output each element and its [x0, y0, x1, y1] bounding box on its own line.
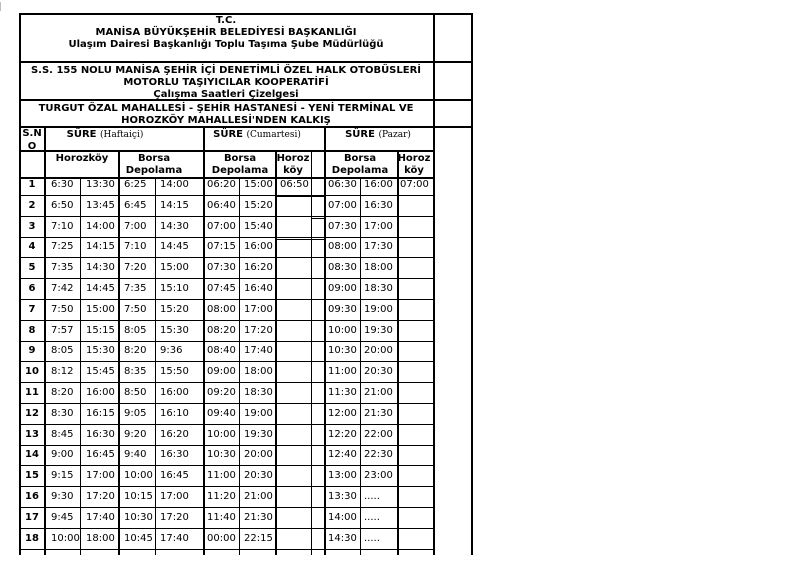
- grid-line: [19, 424, 433, 425]
- grid-line: [19, 13, 471, 15]
- grid-line: [19, 361, 433, 362]
- time-cell: 09:00: [328, 283, 357, 294]
- grid-line: [312, 239, 324, 240]
- sno-header-line-1: S.N: [22, 128, 42, 139]
- time-cell: 19:30: [364, 325, 393, 336]
- time-cell: 8:05: [124, 325, 147, 336]
- time-cell: 8:12: [51, 366, 74, 377]
- time-cell: 16:45: [86, 449, 115, 460]
- grid-line: [118, 150, 120, 555]
- time-cell: 11:00: [207, 470, 236, 481]
- time-cell: 10:00: [124, 470, 153, 481]
- time-cell: 07:30: [328, 221, 357, 232]
- time-cell: 18:30: [364, 283, 393, 294]
- grid-line: [19, 465, 433, 466]
- saturday-horozkoy-header-line-1: Horoz: [276, 153, 310, 164]
- grid-line: [19, 13, 21, 555]
- time-cell: 9:00: [51, 449, 74, 460]
- time-cell: 15:10: [160, 283, 189, 294]
- time-cell: 6:25: [124, 179, 147, 190]
- time-cell: 14:00: [160, 179, 189, 190]
- row-number: 10: [25, 366, 39, 377]
- grid-line: [275, 150, 277, 555]
- time-cell: 21:00: [244, 491, 273, 502]
- time-cell: 15:40: [244, 221, 273, 232]
- time-cell: 14:30: [86, 262, 115, 273]
- row-number: 18: [25, 533, 39, 544]
- saturday-borsa-header-line-2: Depolama: [211, 165, 269, 176]
- grid-line: [275, 196, 312, 197]
- time-cell: 19:00: [364, 304, 393, 315]
- grid-line: [19, 150, 433, 152]
- time-cell: 08:20: [207, 325, 236, 336]
- time-cell: 07:00: [328, 200, 357, 211]
- time-cell: 15:30: [160, 325, 189, 336]
- row-number: 2: [28, 200, 36, 211]
- time-cell: .....: [364, 512, 380, 523]
- time-cell: 17:20: [86, 491, 115, 502]
- time-cell: 15:00: [86, 304, 115, 315]
- time-cell: 22:00: [364, 429, 393, 440]
- time-cell: 9:05: [124, 408, 147, 419]
- time-cell: 7:35: [124, 283, 147, 294]
- time-cell: 07:00: [207, 221, 236, 232]
- row-number: 9: [28, 345, 36, 356]
- time-cell: 10:00: [328, 325, 357, 336]
- grid-line: [19, 403, 433, 404]
- grid-line: [397, 150, 399, 555]
- row-number: 7: [28, 304, 36, 315]
- time-cell: .....: [364, 533, 380, 544]
- grid-line: [80, 177, 81, 555]
- time-cell: 17:20: [160, 512, 189, 523]
- time-cell: 8:20: [124, 345, 147, 356]
- time-cell: 17:00: [364, 221, 393, 232]
- time-cell: 15:50: [160, 366, 189, 377]
- time-cell: 16:00: [160, 387, 189, 398]
- grid-line: [19, 320, 433, 321]
- grid-line: [19, 341, 433, 342]
- grid-line: [19, 61, 471, 63]
- time-cell: 9:40: [124, 449, 147, 460]
- row-number: 5: [28, 262, 36, 273]
- time-cell: 15:20: [244, 200, 273, 211]
- time-cell: 07:00: [400, 179, 429, 190]
- row-number: 16: [25, 491, 39, 502]
- cooperative-line-1: S.S. 155 NOLU MANİSA ŞEHİR İÇİ DENETİMLİ ÖZEL HALK OTOBÜSLERİ: [30, 65, 422, 76]
- time-cell: 13:45: [86, 200, 115, 211]
- page-edge-mark: [0, 2, 1, 11]
- time-cell: 16:30: [86, 429, 115, 440]
- row-number: 11: [25, 387, 39, 398]
- grid-line: [433, 13, 435, 555]
- time-cell: 19:30: [244, 429, 273, 440]
- time-cell: 10:30: [124, 512, 153, 523]
- grid-line: [19, 486, 433, 487]
- header-line-1: T.C.: [215, 15, 237, 26]
- weekday-borsa-header-line-1: Borsa: [137, 153, 171, 164]
- time-cell: 08:40: [207, 345, 236, 356]
- sunday-borsa-header-line-2: Depolama: [331, 165, 389, 176]
- weekday-borsa-header-line-2: Depolama: [125, 165, 183, 176]
- time-cell: 15:30: [86, 345, 115, 356]
- time-cell: 16:00: [86, 387, 115, 398]
- time-cell: 7:35: [51, 262, 74, 273]
- time-cell: 06:20: [207, 179, 236, 190]
- sunday-borsa-header-line-1: Borsa: [343, 153, 377, 164]
- grid-line: [312, 218, 324, 219]
- weekday-header: [67, 129, 144, 141]
- time-cell: 21:30: [364, 408, 393, 419]
- time-cell: 16:30: [364, 200, 393, 211]
- time-cell: 9:36: [160, 345, 183, 356]
- time-cell: 06:40: [207, 200, 236, 211]
- time-cell: 8:20: [51, 387, 74, 398]
- grid-line: [311, 150, 312, 555]
- time-cell: 16:15: [86, 408, 115, 419]
- sunday-horozkoy-header-line-1: Horoz: [397, 153, 431, 164]
- time-cell: 6:45: [124, 200, 147, 211]
- time-cell: 17:00: [160, 491, 189, 502]
- time-cell: 17:40: [86, 512, 115, 523]
- sunday-header: [345, 129, 411, 141]
- route-line-1: TURGUT ÖZAL MAHALLESİ - ŞEHİR HASTANESİ - YENİ TERMİNAL VE: [38, 103, 414, 114]
- sunday-horozkoy-header-line-2: köy: [404, 165, 424, 176]
- time-cell: 22:15: [244, 533, 273, 544]
- time-cell: 7:50: [124, 304, 147, 315]
- time-cell: 14:15: [160, 200, 189, 211]
- time-cell: 8:50: [124, 387, 147, 398]
- time-cell: 21:30: [244, 512, 273, 523]
- time-cell: 08:00: [328, 241, 357, 252]
- time-cell: 20:30: [364, 366, 393, 377]
- grid-line: [155, 177, 156, 555]
- row-number: 3: [28, 221, 36, 232]
- time-cell: 10:00: [51, 533, 80, 544]
- time-cell: 07:15: [207, 241, 236, 252]
- time-cell: 6:50: [51, 200, 74, 211]
- weekday-horozkoy-header: Horozköy: [55, 153, 109, 164]
- row-number: 6: [28, 283, 36, 294]
- time-cell: 14:15: [86, 241, 115, 252]
- time-cell: 06:50: [280, 179, 309, 190]
- time-cell: .....: [364, 491, 380, 502]
- cooperative-line-3: Çalışma Saatleri Çizelgesi: [153, 89, 299, 100]
- time-cell: 17:40: [244, 345, 273, 356]
- time-cell: 11:20: [207, 491, 236, 502]
- time-cell: 13:30: [328, 491, 357, 502]
- row-number: 12: [25, 408, 39, 419]
- time-cell: 18:00: [244, 366, 273, 377]
- time-cell: 16:45: [160, 470, 189, 481]
- time-cell: 17:40: [160, 533, 189, 544]
- time-cell: 09:20: [207, 387, 236, 398]
- time-cell: 13:30: [86, 179, 115, 190]
- header-line-3: Ulaşım Dairesi Başkanlığı Toplu Taşıma Şube Müdürlüğü: [68, 39, 384, 50]
- time-cell: 17:30: [364, 241, 393, 252]
- saturday-header: [213, 129, 301, 141]
- time-cell: 15:45: [86, 366, 115, 377]
- time-cell: 16:40: [244, 283, 273, 294]
- time-cell: 20:00: [364, 345, 393, 356]
- route-line-2: HOROZKÖY MAHALLESİ'NDEN KALKIŞ: [121, 115, 331, 126]
- time-cell: 10:30: [328, 345, 357, 356]
- time-cell: 23:00: [364, 470, 393, 481]
- time-cell: 07:45: [207, 283, 236, 294]
- grid-line: [19, 549, 433, 550]
- time-cell: 8:30: [51, 408, 74, 419]
- time-cell: 7:25: [51, 241, 74, 252]
- cooperative-line-2: MOTORLU TAŞIYICILAR KOOPERATİFİ: [123, 77, 329, 88]
- time-cell: 17:00: [86, 470, 115, 481]
- time-cell: 08:00: [207, 304, 236, 315]
- time-cell: 09:30: [328, 304, 357, 315]
- time-cell: 8:45: [51, 429, 74, 440]
- row-number: 17: [25, 512, 39, 523]
- time-cell: 7:00: [124, 221, 147, 232]
- time-cell: 15:00: [244, 179, 273, 190]
- time-cell: 20:30: [244, 470, 273, 481]
- saturday-note: (Cumartesi): [246, 130, 301, 140]
- grid-line: [19, 195, 433, 196]
- time-cell: 16:00: [244, 241, 273, 252]
- time-cell: 17:00: [244, 304, 273, 315]
- grid-line: [312, 196, 324, 197]
- time-cell: 09:00: [207, 366, 236, 377]
- time-cell: 9:15: [51, 470, 74, 481]
- time-cell: 9:20: [124, 429, 147, 440]
- time-cell: 18:00: [86, 533, 115, 544]
- time-cell: 19:00: [244, 408, 273, 419]
- grid-line: [19, 216, 433, 217]
- row-number: 14: [25, 449, 39, 460]
- time-cell: 10:00: [207, 429, 236, 440]
- time-cell: 14:00: [328, 512, 357, 523]
- time-cell: 7:20: [124, 262, 147, 273]
- grid-line: [239, 177, 240, 555]
- time-cell: 9:30: [51, 491, 74, 502]
- time-cell: 21:00: [364, 387, 393, 398]
- saturday-horozkoy-header-line-2: köy: [283, 165, 303, 176]
- grid-line: [19, 507, 433, 508]
- grid-line: [19, 528, 433, 529]
- grid-line: [19, 382, 433, 383]
- time-cell: 18:00: [364, 262, 393, 273]
- time-cell: 06:30: [328, 179, 357, 190]
- time-cell: 16:30: [160, 449, 189, 460]
- row-number: 13: [25, 429, 39, 440]
- time-cell: 16:00: [364, 179, 393, 190]
- time-cell: 12:20: [328, 429, 357, 440]
- saturday-title: SÜRE: [213, 129, 244, 140]
- grid-line: [19, 278, 433, 279]
- grid-line: [19, 299, 433, 300]
- time-cell: 13:00: [328, 470, 357, 481]
- time-cell: 10:15: [124, 491, 153, 502]
- row-number: 4: [28, 241, 36, 252]
- time-cell: 22:30: [364, 449, 393, 460]
- time-cell: 16:10: [160, 408, 189, 419]
- sno-header-line-2: O: [27, 141, 37, 152]
- grid-line: [471, 13, 473, 555]
- time-cell: 15:15: [86, 325, 115, 336]
- time-cell: 10:45: [124, 533, 153, 544]
- time-cell: 12:40: [328, 449, 357, 460]
- time-cell: 00:00: [207, 533, 236, 544]
- grid-line: [19, 257, 433, 258]
- time-cell: 11:40: [207, 512, 236, 523]
- time-cell: 9:45: [51, 512, 74, 523]
- time-cell: 17:20: [244, 325, 273, 336]
- time-cell: 8:35: [124, 366, 147, 377]
- time-cell: 16:20: [160, 429, 189, 440]
- weekday-title: SÜRE: [66, 129, 97, 140]
- time-cell: 14:30: [160, 221, 189, 232]
- time-cell: 7:10: [124, 241, 147, 252]
- sunday-title: SÜRE: [345, 129, 375, 140]
- time-cell: 07:30: [207, 262, 236, 273]
- time-cell: 7:42: [51, 283, 74, 294]
- sunday-note: (Pazar): [378, 130, 411, 140]
- time-cell: 8:05: [51, 345, 74, 356]
- grid-line: [19, 445, 433, 446]
- header-line-2: MANİSA BÜYÜKŞEHİR BELEDİYESİ BAŞKANLIĞI: [95, 27, 357, 38]
- time-cell: 12:00: [328, 408, 357, 419]
- time-cell: 11:00: [328, 366, 357, 377]
- grid-line: [360, 177, 361, 555]
- time-cell: 14:00: [86, 221, 115, 232]
- time-cell: 6:30: [51, 179, 74, 190]
- time-cell: 08:30: [328, 262, 357, 273]
- row-number: 1: [28, 179, 36, 190]
- time-cell: 09:40: [207, 408, 236, 419]
- grid-line: [275, 239, 312, 240]
- time-cell: 10:30: [207, 449, 236, 460]
- time-cell: 20:00: [244, 449, 273, 460]
- time-cell: 14:45: [160, 241, 189, 252]
- saturday-borsa-header-line-1: Borsa: [223, 153, 257, 164]
- time-cell: 15:00: [160, 262, 189, 273]
- time-cell: 14:30: [328, 533, 357, 544]
- time-cell: 18:30: [244, 387, 273, 398]
- time-cell: 7:50: [51, 304, 74, 315]
- row-number: 15: [25, 470, 39, 481]
- time-cell: 14:45: [86, 283, 115, 294]
- time-cell: 7:57: [51, 325, 74, 336]
- row-number: 8: [28, 325, 36, 336]
- time-cell: 15:20: [160, 304, 189, 315]
- time-cell: 7:10: [51, 221, 74, 232]
- grid-line: [19, 237, 433, 238]
- weekday-note: (Haftaiçi): [99, 130, 144, 140]
- time-cell: 16:20: [244, 262, 273, 273]
- time-cell: 11:30: [328, 387, 357, 398]
